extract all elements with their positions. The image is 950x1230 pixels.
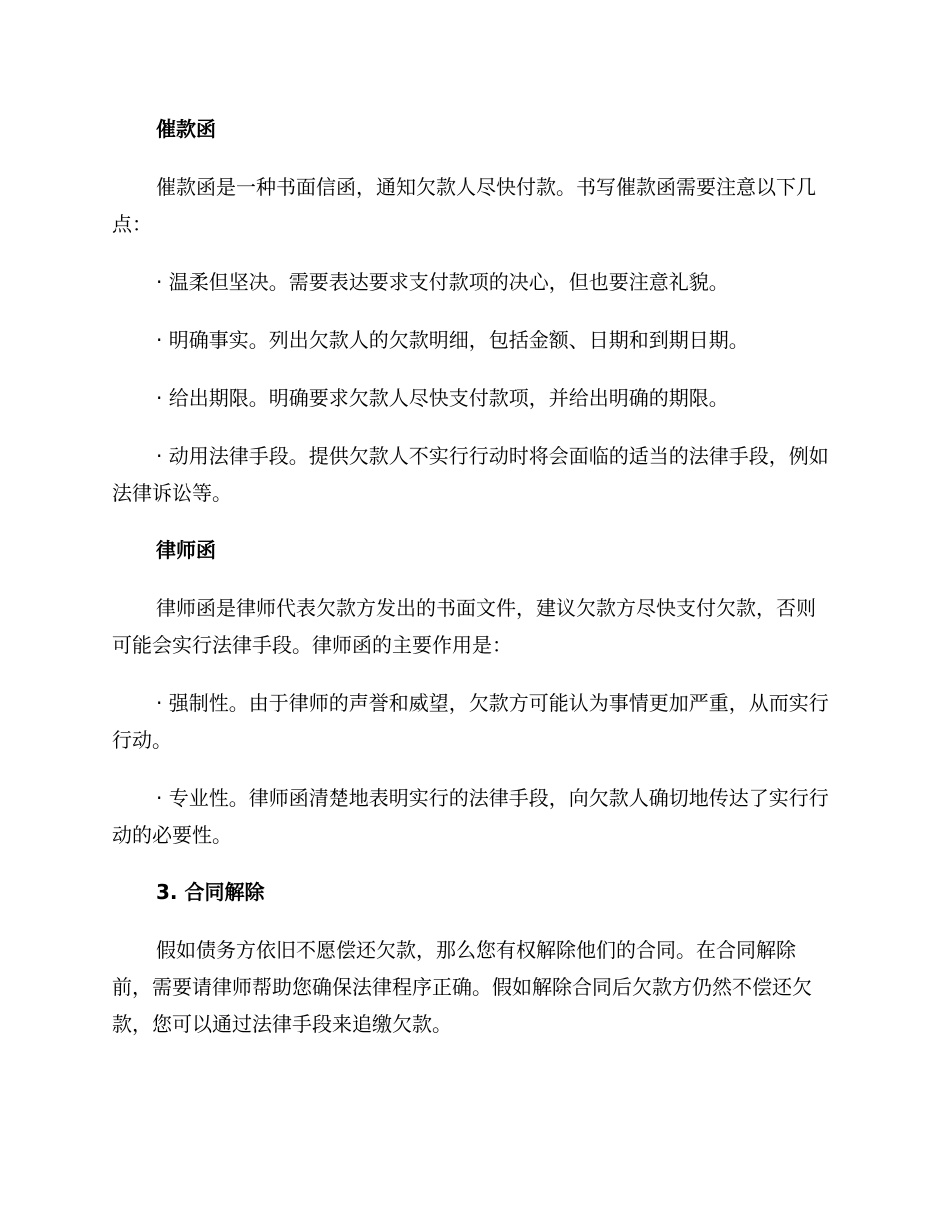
section-intro-dunning-letter: 催款函是一种书面信函，通知欠款人尽快付款。书写催款函需要注意以下几点：: [112, 175, 816, 236]
list-item: · 给出期限。明确要求欠款人尽快支付款项，并给出明确的期限。: [156, 386, 729, 410]
list-item: · 明确事实。列出欠款人的欠款明细，包括金额、日期和到期日期。: [156, 328, 749, 352]
section-heading-dunning-letter: 催款函: [156, 117, 216, 141]
list-item: · 动用法律手段。提供欠款人不实行行动时将会面临的适当的法律手段，例如法律诉讼等。: [112, 444, 829, 505]
document-body: [112, 112, 832, 1064]
section-heading-lawyer-letter: 律师函: [156, 538, 216, 562]
list-item: · 温柔但坚决。需要表达要求支付款项的决心，但也要注意礼貌。: [156, 270, 729, 294]
section-intro-lawyer-letter: 律师函是律师代表欠款方发出的书面文件，建议欠款方尽快支付欠款，否则可能会实行法律手段。律师函的主要作用是：: [112, 596, 816, 657]
section-heading-contract-termination: 3. 合同解除: [156, 880, 265, 904]
list-item: · 强制性。由于律师的声誉和威望，欠款方可能认为事情更加严重，从而实行行动。: [112, 691, 829, 752]
section-intro-contract-termination: 假如债务方依旧不愿偿还欠款，那么您有权解除他们的合同。在合同解除前，需要请律师帮助您确保法律程序正确。假如解除合同后欠款方仍然不偿还欠款，您可以通过法律手段来追缴欠款。: [112, 938, 812, 1036]
list-item: · 专业性。律师函清楚地表明实行的法律手段，向欠款人确切地传达了实行行动的必要性。: [112, 786, 829, 847]
